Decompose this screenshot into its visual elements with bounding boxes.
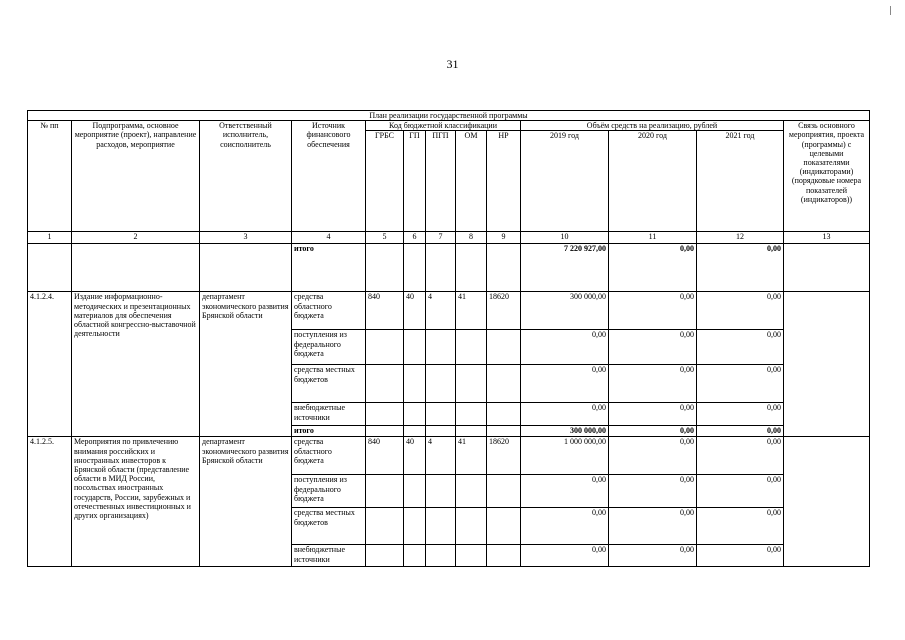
header-volume: Объём средств на реализацию, рублей <box>521 121 784 131</box>
header-pgp: ПГП <box>426 131 456 232</box>
header-2020: 2020 год <box>609 131 697 232</box>
value-2020: 0,00 <box>609 475 697 508</box>
total-2020: 0,00 <box>609 244 697 292</box>
source-cell: внебюджетные источники <box>292 545 366 567</box>
header-budget-code: Код бюджетной классификации <box>366 121 521 131</box>
page-number: 31 <box>446 57 459 71</box>
source-cell: средства местных бюджетов <box>292 508 366 545</box>
col-number: 8 <box>456 232 487 244</box>
grbs-cell: 840 <box>366 292 404 330</box>
value-2020: 0,00 <box>609 330 697 365</box>
value-2020: 0,00 <box>609 437 697 475</box>
source-cell: итого <box>292 426 366 437</box>
header-2021: 2021 год <box>697 131 784 232</box>
total-row-top <box>28 244 870 292</box>
header-executor: Ответственный исполнитель, соисполнитель <box>200 121 292 232</box>
col-number: 9 <box>487 232 521 244</box>
value-2021: 0,00 <box>697 475 784 508</box>
value-2019: 0,00 <box>521 545 609 567</box>
value-2021: 0,00 <box>697 365 784 403</box>
pgp-cell: 4 <box>426 292 456 330</box>
table-title: План реализации государственной программы <box>28 111 870 121</box>
gp-cell: 40 <box>404 437 426 475</box>
col-number: 4 <box>292 232 366 244</box>
col-number: 12 <box>697 232 784 244</box>
header-om: ОМ <box>456 131 487 232</box>
value-2021: 0,00 <box>697 330 784 365</box>
value-2021: 0,00 <box>697 292 784 330</box>
value-2019: 0,00 <box>521 508 609 545</box>
source-cell: поступления из федерального бюджета <box>292 330 366 365</box>
value-2021: 0,00 <box>697 508 784 545</box>
col-number: 1 <box>28 232 72 244</box>
value-2019: 0,00 <box>521 475 609 508</box>
header-source: Источник финансового обеспечения <box>292 121 366 232</box>
link-cell <box>784 437 870 567</box>
header-num: № пп <box>28 121 72 232</box>
total-2020: 0,00 <box>609 426 697 437</box>
source-cell: средства областного бюджета <box>292 292 366 330</box>
value-2021: 0,00 <box>697 437 784 475</box>
header-gp: ГП <box>404 131 426 232</box>
item-executor: департамент экономического развития Брянской области <box>200 292 292 437</box>
item-name: Издание информационно-методических и презентационных материалов для обеспечения областной конгрессно-выставочной деятельности <box>72 292 200 437</box>
header-row-1 <box>28 121 870 131</box>
np-cell: 18620 <box>487 437 521 475</box>
total-2021: 0,00 <box>697 244 784 292</box>
value-2021: 0,00 <box>697 403 784 426</box>
col-number: 2 <box>72 232 200 244</box>
table-title-row <box>28 111 870 121</box>
table-row <box>28 437 870 475</box>
source-cell: средства местных бюджетов <box>292 365 366 403</box>
header-subprogram: Подпрограмма, основное мероприятие (проект), направление расходов, мероприятие <box>72 121 200 232</box>
col-number: 6 <box>404 232 426 244</box>
value-2019: 0,00 <box>521 403 609 426</box>
col-number: 7 <box>426 232 456 244</box>
grbs-cell: 840 <box>366 437 404 475</box>
column-number-row <box>28 232 870 244</box>
item-name: Мероприятия по привлечению внимания российских и иностранных инвесторов к Брянской области (представление области в МИД России, посольствах иностранных государств, России, зарубежных и отечественных инвестиционных и других организациях) <box>72 437 200 567</box>
col-number: 5 <box>366 232 404 244</box>
source-cell: итого <box>292 244 366 292</box>
header-2019: 2019 год <box>521 131 609 232</box>
om-cell: 41 <box>456 437 487 475</box>
om-cell: 41 <box>456 292 487 330</box>
value-2019: 0,00 <box>521 365 609 403</box>
np-cell: 18620 <box>487 292 521 330</box>
value-2021: 0,00 <box>697 545 784 567</box>
total-2019: 300 000,00 <box>521 426 609 437</box>
gp-cell: 40 <box>404 292 426 330</box>
source-cell: средства областного бюджета <box>292 437 366 475</box>
value-2020: 0,00 <box>609 403 697 426</box>
value-2019: 1 000 000,00 <box>521 437 609 475</box>
value-2019: 0,00 <box>521 330 609 365</box>
source-cell: поступления из федерального бюджета <box>292 475 366 508</box>
col-number: 13 <box>784 232 870 244</box>
scan-edge-mark <box>890 6 891 15</box>
program-plan-table <box>27 110 870 567</box>
value-2019: 300 000,00 <box>521 292 609 330</box>
total-2019: 7 220 927,00 <box>521 244 609 292</box>
source-cell: внебюджетные источники <box>292 403 366 426</box>
total-2021: 0,00 <box>697 426 784 437</box>
pgp-cell: 4 <box>426 437 456 475</box>
value-2020: 0,00 <box>609 545 697 567</box>
item-number: 4.1.2.5. <box>28 437 72 567</box>
header-link: Связь основного мероприятия, проекта (программы) с целевыми показателями (индикаторами) (порядковые номера показателей (индикаторов)) <box>784 121 870 232</box>
link-cell <box>784 292 870 437</box>
item-executor: департамент экономического развития Брянской области <box>200 437 292 567</box>
col-number: 3 <box>200 232 292 244</box>
header-np: НР <box>487 131 521 232</box>
col-number: 10 <box>521 232 609 244</box>
col-number: 11 <box>609 232 697 244</box>
value-2020: 0,00 <box>609 365 697 403</box>
item-number: 4.1.2.4. <box>28 292 72 437</box>
value-2020: 0,00 <box>609 508 697 545</box>
value-2020: 0,00 <box>609 292 697 330</box>
header-grbs: ГРБС <box>366 131 404 232</box>
table-row <box>28 292 870 330</box>
